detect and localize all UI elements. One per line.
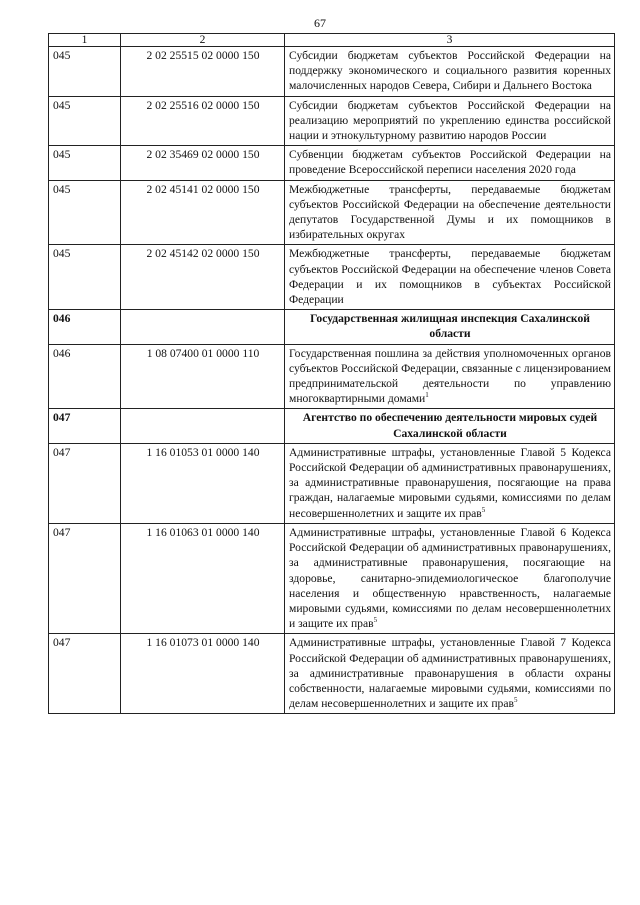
description-text: Межбюджетные трансферты, передаваемые бюджетам субъектов Российской Федерации на обеспечение деятельности депутатов Государственной Думы и их помощников в избирательных округах <box>289 182 611 242</box>
admin-code-cell: 047 <box>49 443 121 523</box>
description-cell <box>285 634 615 714</box>
revenue-code-cell: 1 16 01053 01 0000 140 <box>121 443 285 523</box>
revenue-code-cell: 2 02 25515 02 0000 150 <box>121 47 285 97</box>
revenue-code-cell <box>121 409 285 443</box>
section-title: Государственная жилищная инспекция Сахалинской области <box>310 312 590 341</box>
table-row <box>49 146 615 180</box>
admin-code-cell: 046 <box>49 310 121 344</box>
footnote-marker: 5 <box>373 616 378 625</box>
admin-code-cell: 045 <box>49 47 121 97</box>
admin-code-cell: 047 <box>49 634 121 714</box>
section-title-cell <box>285 409 615 443</box>
description-text: Государственная пошлина за действия уполномоченных органов субъектов Российской Федерации, связанные с лицензированием предпринимательской деятельности по управлению многоквартирными домами <box>289 346 611 406</box>
description-cell <box>285 443 615 523</box>
revenue-code-cell: 2 02 25516 02 0000 150 <box>121 96 285 146</box>
table-row <box>49 47 615 97</box>
column-header-2: 2 <box>121 34 285 47</box>
section-title: Агентство по обеспечению деятельности мировых судей Сахалинской области <box>302 411 598 440</box>
description-text: Межбюджетные трансферты, передаваемые бюджетам субъектов Российской Федерации на обеспечение членов Совета Федерации и их помощников в субъектах Российской Федерации <box>289 247 611 307</box>
description-text: Субсидии бюджетам субъектов Российской Федерации на поддержку экономического и социального развития коренных малочисленных народов Севера, Сибири и Дальнего Востока <box>289 49 611 93</box>
revenue-codes-table <box>48 33 615 714</box>
table-row <box>49 443 615 523</box>
table-header-row <box>49 34 615 47</box>
admin-code-cell: 047 <box>49 409 121 443</box>
description-cell <box>285 245 615 310</box>
description-cell <box>285 344 615 409</box>
section-heading-row <box>49 310 615 344</box>
page-number: 67 <box>314 16 326 30</box>
description-text: Административные штрафы, установленные Главой 5 Кодекса Российской Федерации об административных правонарушениях, за административные правонарушения, посягающие на права граждан, налагаемые мировыми судьями, комиссиями по делам несовершеннолетних и защите их прав <box>289 445 611 520</box>
description-cell <box>285 96 615 146</box>
table-row <box>49 634 615 714</box>
description-text: Субвенции бюджетам субъектов Российской Федерации на проведение Всероссийской переписи населения 2020 года <box>289 148 611 177</box>
description-text: Административные штрафы, установленные Главой 7 Кодекса Российской Федерации об административных правонарушениях, за административные правонарушения в области охраны собственности, налагаемые мировыми судьями, комиссиями по делам несовершеннолетних и защите их прав <box>289 636 611 711</box>
admin-code-cell: 045 <box>49 245 121 310</box>
admin-code-cell: 045 <box>49 180 121 245</box>
revenue-code-cell: 2 02 45141 02 0000 150 <box>121 180 285 245</box>
revenue-code-cell: 1 08 07400 01 0000 110 <box>121 344 285 409</box>
table-row <box>49 523 615 633</box>
description-cell <box>285 146 615 180</box>
footnote-marker: 1 <box>425 391 429 400</box>
table-row <box>49 96 615 146</box>
admin-code-cell: 045 <box>49 96 121 146</box>
revenue-code-cell: 1 16 01073 01 0000 140 <box>121 634 285 714</box>
column-header-1: 1 <box>49 34 121 47</box>
table-row <box>49 344 615 409</box>
section-heading-row <box>49 409 615 443</box>
table-row <box>49 180 615 245</box>
revenue-code-cell: 1 16 01063 01 0000 140 <box>121 523 285 633</box>
table-row <box>49 245 615 310</box>
description-text: Административные штрафы, установленные Главой 6 Кодекса Российской Федерации об административных правонарушениях, за административные правонарушения, посягающие на здоровье, санитарно-эпидемиологическое благополучие населения и общественную нравственность, налагаемые мировыми судьями, комиссиями по делам несовершеннолетних и защите их прав <box>289 525 611 631</box>
column-header-3: 3 <box>285 34 615 47</box>
footnote-marker: 5 <box>481 505 486 514</box>
admin-code-cell: 046 <box>49 344 121 409</box>
admin-code-cell: 045 <box>49 146 121 180</box>
revenue-code-cell: 2 02 35469 02 0000 150 <box>121 146 285 180</box>
footnote-marker: 5 <box>513 696 518 705</box>
admin-code-cell: 047 <box>49 523 121 633</box>
description-text: Субсидии бюджетам субъектов Российской Федерации на реализацию мероприятий по укреплению единства российской нации и этнокультурному развитию народов России <box>289 98 611 143</box>
description-cell <box>285 180 615 245</box>
revenue-code-cell <box>121 310 285 344</box>
revenue-code-cell: 2 02 45142 02 0000 150 <box>121 245 285 310</box>
description-cell <box>285 47 615 97</box>
description-cell <box>285 523 615 633</box>
section-title-cell <box>285 310 615 344</box>
